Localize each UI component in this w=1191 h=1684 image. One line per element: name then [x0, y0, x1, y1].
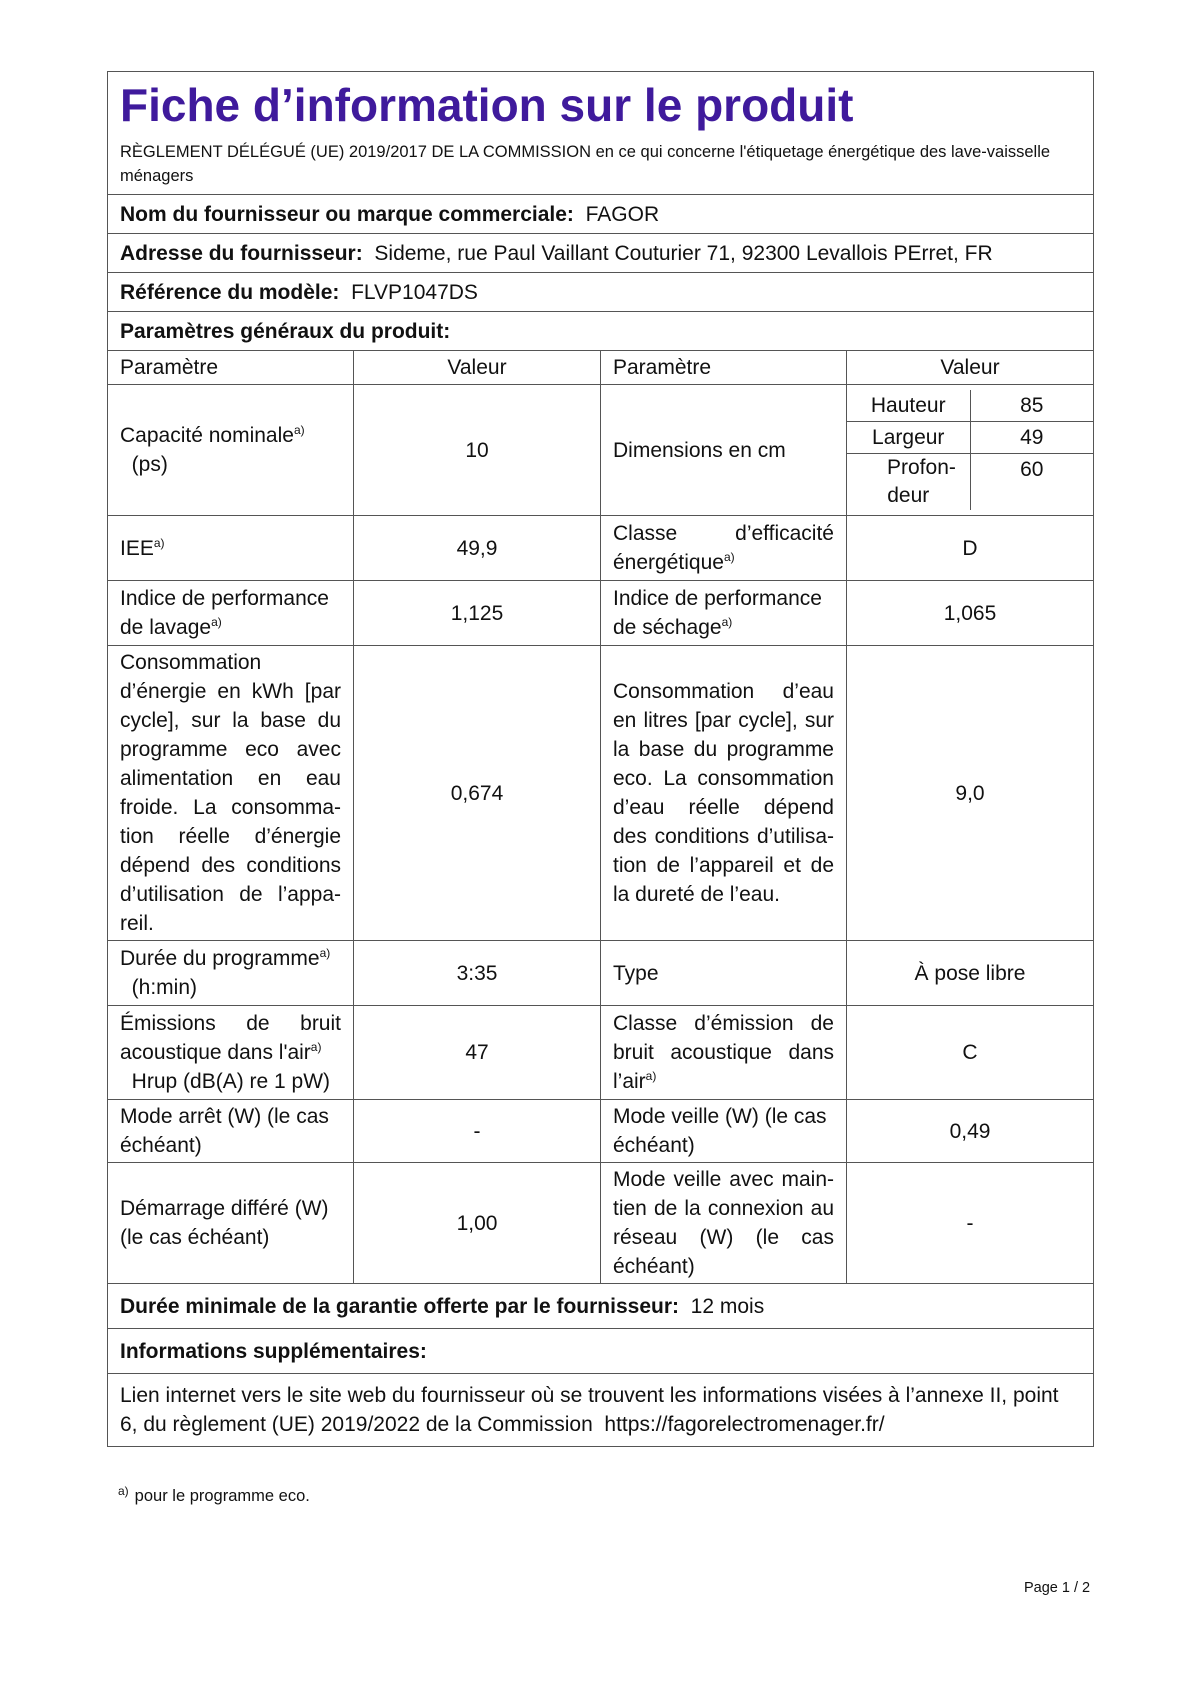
water-value: 9,0	[847, 646, 1094, 941]
product-info-table	[107, 71, 1094, 1447]
efficiency-class-label: Classe d’efficacité énergétique$^{a)}$	[601, 516, 847, 581]
networked-standby-label: Mode veille avec main-tien de la connexion au réseau (W) (le cas échéant)	[601, 1163, 847, 1284]
warranty-value: 12 mois	[690, 1294, 765, 1318]
noise-label: Émissions de bruit acoustique dans l'air$^{a)}$ Hrup (dB(A) re 1 pW)	[108, 1006, 354, 1100]
delay-start-label: Démarrage différé (W) (le cas échéant)	[108, 1163, 354, 1284]
footnote	[118, 1484, 310, 1506]
networked-standby-value: -	[847, 1163, 1094, 1284]
model-value: FLVP1047DS	[351, 280, 478, 304]
column-header-value-2: Valeur	[847, 351, 1094, 385]
wash-index-label: Indice de performance de lavage$^{a)}$	[108, 581, 354, 646]
type-value: À pose libre	[847, 941, 1094, 1006]
dimensions-table	[847, 390, 1093, 510]
noise-class-label: Classe d’émission de bruit acoustique dans l’air$^{a)}$	[601, 1006, 847, 1100]
type-label: Type	[601, 941, 847, 1006]
header-cell	[108, 72, 1094, 195]
dim-width-value: 49	[970, 422, 1093, 454]
extra-info-text: Lien internet vers le site web du fournisseur où se trouvent les informations visées à l’annexe II, point 6, du règlement (UE) 2019/2022 de la Commission	[120, 1384, 1059, 1436]
column-header-value-1: Valeur	[354, 351, 601, 385]
standby-label: Mode veille (W) (le cas échéant)	[601, 1100, 847, 1163]
extra-info-text-cell	[108, 1374, 1094, 1447]
product-information-sheet	[107, 71, 1093, 1447]
supplier-row	[108, 195, 1094, 234]
footnote-marker: a)	[118, 1484, 129, 1498]
column-header-param-1: Paramètre	[108, 351, 354, 385]
wash-index-value: 1,125	[354, 581, 601, 646]
dimensions-label: Dimensions en cm	[601, 385, 847, 516]
dim-depth-value: 60	[1020, 458, 1044, 481]
water-label: Consommation d’eau en litres [par cycle], sur la base du programme eco. La consommation d’eau réelle dépend des conditions d’utilisa-tion de l’appareil et de la dureté de l’eau.	[601, 646, 847, 941]
iee-value: 49,9	[354, 516, 601, 581]
address-label: Adresse du fournisseur:	[120, 241, 363, 265]
general-params-row	[108, 312, 1094, 351]
delay-start-value: 1,00	[354, 1163, 601, 1284]
standby-value: 0,49	[847, 1100, 1094, 1163]
address-value: Sideme, rue Paul Vaillant Couturier 71, 92300 Levallois PErret, FR	[374, 241, 993, 265]
extra-info-row	[108, 1329, 1094, 1374]
noise-value: 47	[354, 1006, 601, 1100]
supplier-label: Nom du fournisseur ou marque commerciale:	[120, 202, 574, 226]
extra-info-label: Informations supplémentaires:	[120, 1339, 427, 1363]
duration-value: 3:35	[354, 941, 601, 1006]
dim-width-label: Largeur	[847, 422, 970, 454]
noise-class-value: C	[847, 1006, 1094, 1100]
energy-label: Consommation d’énergie en kWh [par cycle], sur la base du programme eco avec alimentation en eau froide. La consomma-tion réelle d’énergie dépend des conditions d’utilisation de l’appa-reil.	[108, 646, 354, 941]
off-mode-label: Mode arrêt (W) (le cas échéant)	[108, 1100, 354, 1163]
dim-height-value: 85	[970, 390, 1093, 422]
warranty-label: Durée minimale de la garantie offerte par le fournisseur:	[120, 1294, 679, 1318]
dry-index-label: Indice de performance de séchage$^{a)}$	[601, 581, 847, 646]
address-row	[108, 234, 1094, 273]
energy-value: 0,674	[354, 646, 601, 941]
dim-depth-label: Profon-deur	[847, 454, 970, 511]
supplier-value: FAGOR	[585, 202, 660, 226]
footnote-text: pour le programme eco.	[134, 1487, 310, 1505]
regulation-text: RÈGLEMENT DÉLÉGUÉ (UE) 2019/2017 DE LA COMMISSION en ce qui concerne l'étiquetage énergétique des lave-vaisselle ménagers	[120, 143, 1051, 185]
efficiency-class-value: D	[847, 516, 1094, 581]
warranty-row	[108, 1284, 1094, 1329]
duration-label: Durée du programme$^{a)}$ (h:min)	[108, 941, 354, 1006]
page-title: Fiche d’information sur le produit	[120, 79, 854, 131]
iee-label: IEE$^{a)}$	[108, 516, 354, 581]
dimensions-values	[847, 385, 1094, 516]
supplier-website-link[interactable]: https://fagorelectromenager.fr/	[604, 1413, 885, 1436]
capacity-label: Capacité nominale$^{a)}$ (ps)	[108, 385, 354, 516]
dry-index-value: 1,065	[847, 581, 1094, 646]
model-row	[108, 273, 1094, 312]
capacity-value: 10	[354, 385, 601, 516]
column-header-param-2: Paramètre	[601, 351, 847, 385]
model-label: Référence du modèle:	[120, 280, 340, 304]
off-mode-value: -	[354, 1100, 601, 1163]
dim-height-label: Hauteur	[847, 390, 970, 422]
page-number: Page 1 / 2	[1024, 1580, 1091, 1596]
general-params-label: Paramètres généraux du produit:	[120, 319, 451, 343]
